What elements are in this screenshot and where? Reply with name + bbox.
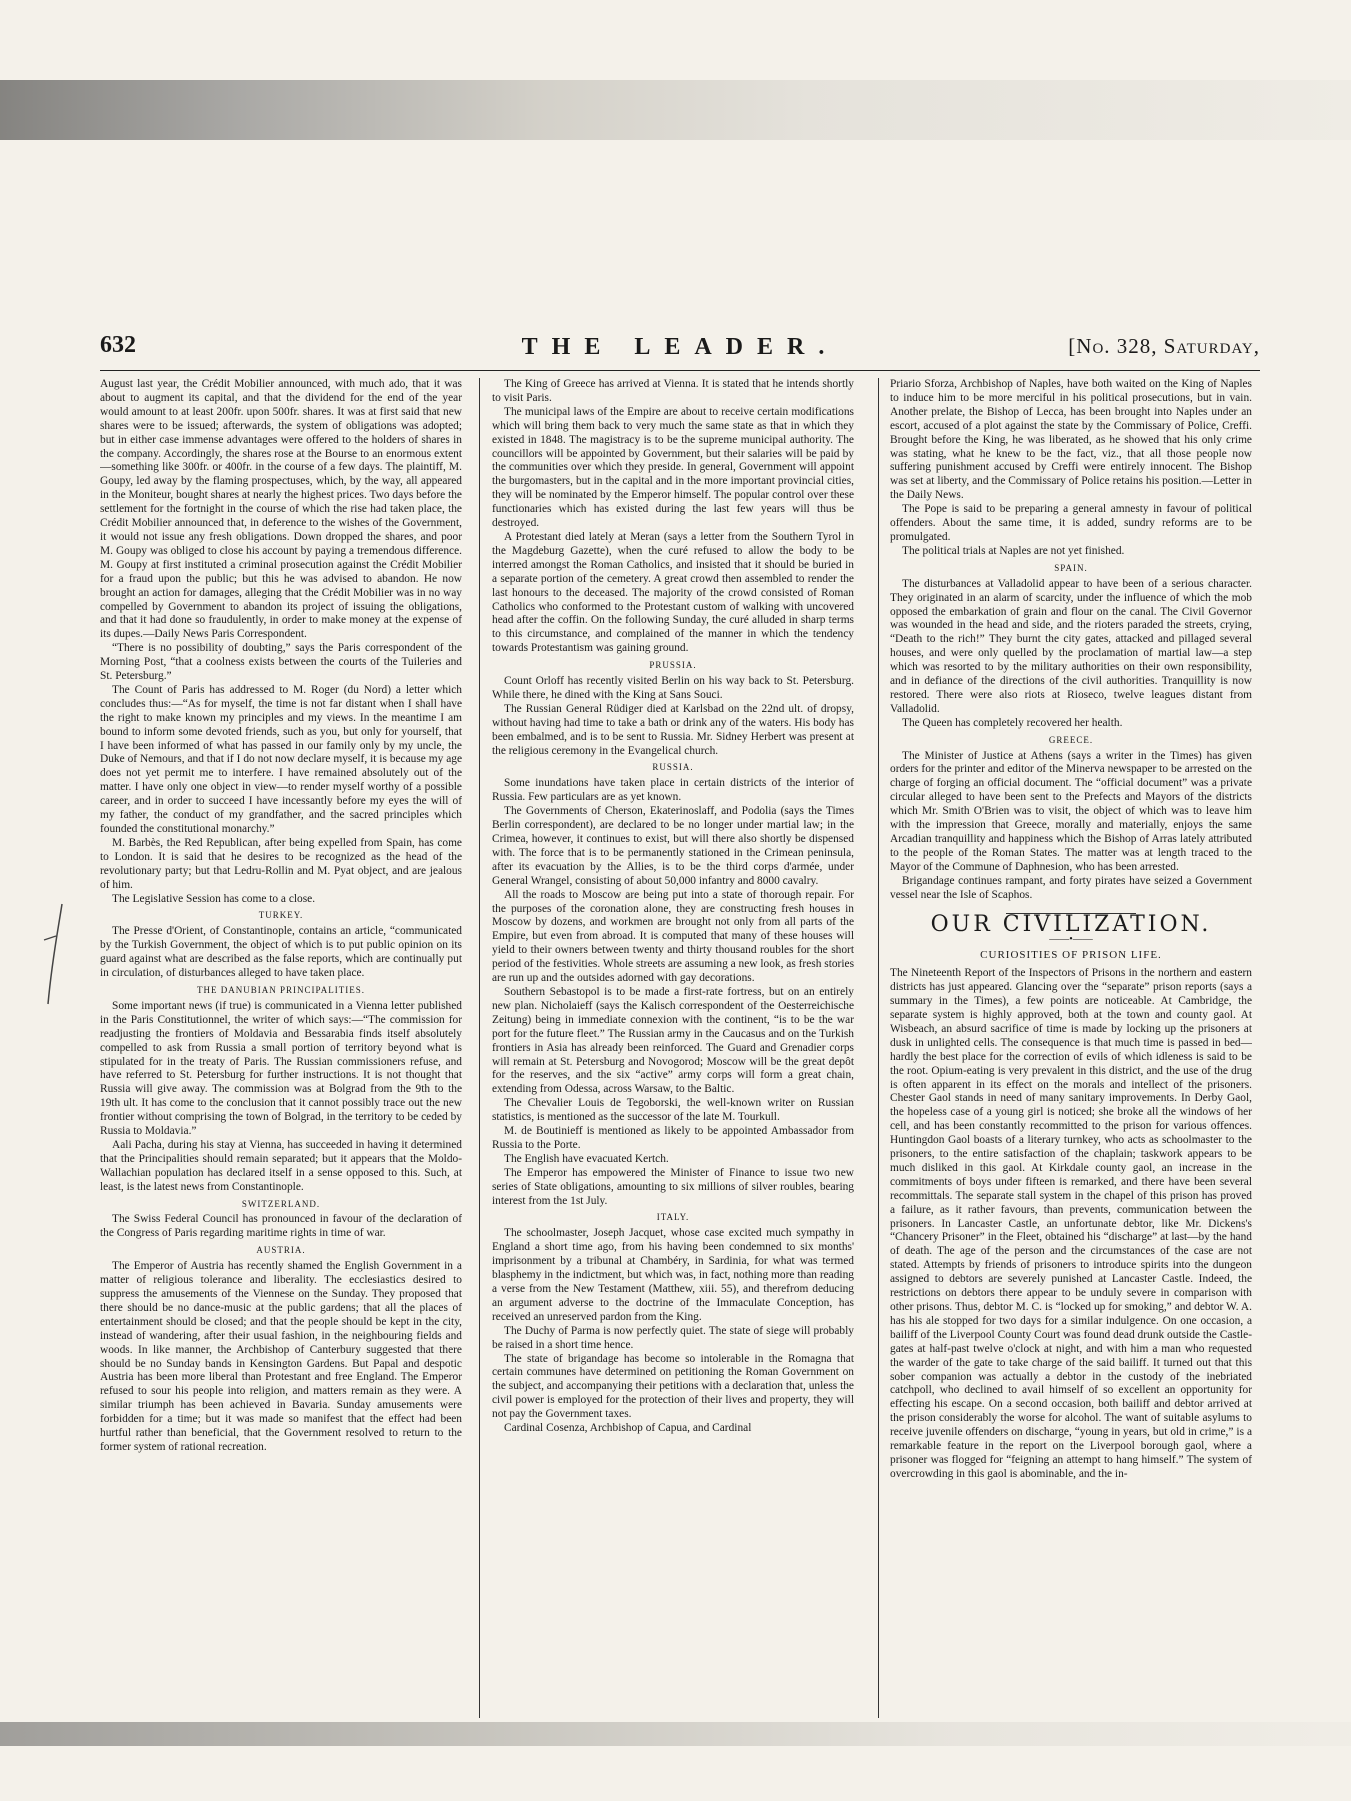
paragraph: The Count of Paris has addressed to M. Roger (du Nord) a letter which concludes thus:—“As for myself, the time is not far distant when I shall have the right to make known my principles and my views. In the meantime I am bound to inform some devoted friends, such as you, but only for yourself, that I have been informed of what has passed in our family only by my uncle, the Duke of Nemours, and that if I do not now declare myself, it is because my age does not yet permit me to interfere. I have remained absolutely out of the matter. I have only one object in view—to render myself worthy of a possible career, and in order to succeed I have incessantly before my eyes the will of my father, the conduct of my grandfather, and the sacred principles which founded the constitutional monarchy.” — [100, 683, 462, 835]
paragraph: All the roads to Moscow are being put into a state of thorough repair. For the purposes of the coronation alone, they are constructing fresh houses in Moscow by dozens, and workmen are brought not only from all parts of the Empire, but even from abroad. It is computed that many of these houses will yield to their owners between twenty and thirty thousand roubles for the short period of the festivities. Whole streets are assuming a new look, as fresh stories are run up and the outsides adorned with gay decorations. — [492, 888, 854, 985]
paragraph: The Russian General Rüdiger died at Karlsbad on the 22nd ult. of dropsy, without having had time to take a bath or drink any of the waters. His body has been embalmed, and is to be sent to Russia. Mr. Sidney Herbert was present at the religious ceremony in the Evangelical church. — [492, 702, 854, 757]
scan-shadow-bottom — [0, 1722, 1351, 1746]
paragraph: M. Barbès, the Red Republican, after being expelled from Spain, has come to London. It is said that he desires to be recognized as the head of the revolutionary party; but that Ledru-Rollin and M. Pyat object, and are jealous of him. — [100, 836, 462, 891]
page-header — [100, 330, 1260, 371]
paragraph: The Queen has completely recovered her health. — [902, 716, 1123, 729]
section-heading: GREECE. — [1048, 734, 1094, 745]
section-heading: ITALY. — [656, 1212, 690, 1223]
paragraph: The Swiss Federal Council has pronounced in favour of the declaration of the Congress of Paris regarding maritime rights in time of war. — [100, 1213, 462, 1240]
paragraph: Brigandage continues rampant, and forty pirates have seized a Government vessel near the Isle of Scaphos. — [890, 874, 1252, 901]
section-heading: SWITZERLAND. — [241, 1198, 321, 1209]
paragraph: Some inundations have taken place in certain districts of the interior of Russia. Few particulars are as yet known. — [492, 777, 854, 804]
paragraph: The schoolmaster, Joseph Jacquet, whose case excited much sympathy in England a short time ago, from his having been condemned to six months' imprisonment by a tribunal at Chambéry, in Sardinia, for what was termed blasphemy in the indictment, but which was, in fact, nothing more than reading a verse from the New Testament (Matthew, xiii. 55), and therefrom deducing an argument adverse to the doctrine of the Immaculate Conception, has received an unreserved pardon from the King. — [492, 1227, 854, 1323]
pencil-mark — [40, 900, 74, 1010]
section-heading: AUSTRIA. — [256, 1245, 306, 1256]
paragraph: The political trials at Naples are not yet finished. — [902, 544, 1125, 557]
scan-shadow-top — [0, 80, 1351, 140]
masthead-title: THE LEADER. — [521, 334, 839, 360]
paragraph: M. de Boutinieff is mentioned as likely to be appointed Ambassador from Russia to the Porte. — [492, 1125, 854, 1151]
paragraph: The King of Greece has arrived at Vienna. It is stated that he intends shortly to visit Paris. — [492, 378, 854, 404]
ornament-divider: ——•—— — [1049, 934, 1093, 946]
column-rule — [479, 378, 480, 1718]
paragraph: The English have evacuated Kertch. — [504, 1152, 669, 1165]
column-3 — [890, 378, 1252, 1718]
column-2 — [492, 378, 854, 1718]
paragraph: Aali Pacha, during his stay at Vienna, has succeeded in having it determined that the Principalities should remain separated; but it appears that the Moldo-Wallachian population has declared itself in a sense opposed to this. Such, at least, is the latest news from Constantinople. — [100, 1138, 462, 1193]
paragraph: Southern Sebastopol is to be made a first-rate fortress, but on an entirely new plan. Nicholaieff (says the Kalisch correspondent of the Oesterreichische Zeitung) being in immediate connexion with the continent, “is to be the war port for the future fleet.” The Russian army in the Caucasus and on the Turkish frontiers in Asia has already been reinforced. The Guard and Grenadier corps will remain at St. Petersburg and Novogorod; Moscow will be the great depôt for the reserves, and the six “active” army corps will form a great chain, extending from Odessa, across Warsaw, to the Baltic. — [492, 985, 854, 1096]
paragraph: The Chevalier Louis de Tegoborski, the well-known writer on Russian statistics, is mentioned as the successor of the late M. Tourkull. — [492, 1097, 854, 1124]
paragraph: Priario Sforza, Archbishop of Naples, have both waited on the King of Naples to induce him to be more merciful in his political prosecutions, but in vain. Another prelate, the Bishop of Lecca, has been brought into Naples under an escort, accused of a plot against the state by the Commissary of Police, Creffi. Brought before the King, he was liberated, as he showed that his only crime was stating, what he knew to be the fact, viz., that all those people now suffering punishment accused by Creffi were entirely innocent. The Bishop was set at liberty, and the Commissary of Police retains his position.—Letter in the Daily News. — [890, 378, 1252, 502]
paragraph: The Pope is said to be preparing a general amnesty in favour of political offenders. About the same time, it is added, sundry reforms are to be promulgated. — [890, 503, 1252, 543]
paragraph: Cardinal Cosenza, Archbishop of Capua, and Cardinal — [504, 1422, 752, 1435]
paragraph: The Legislative Session has come to a close. — [112, 892, 316, 905]
section-heading: THE DANUBIAN PRINCIPALITIES. — [197, 984, 365, 995]
paragraph: August last year, the Crédit Mobilier announced, with much ado, that it was about to augment its capital, and that the dividend for the end of the year would amount to at least 200fr. upon 500fr. shares. It was at first said that new shares were to be issued; afterwards, the system of obligations was adopted; but in either case immense advantages were offered to the holders of shares in the company. Accordingly, the shares rose at the Bourse to an enormous extent—something like 300fr. or 400fr. in the course of a few days. The plaintiff, M. Goupy, led away by the flaming prospectuses, which, by the way, all appeared in the Moniteur, bought shares at nearly the highest prices. Two days before the settlement for the fortnight in the course of which the rise had taken place, the Crédit Mobilier announced that, in deference to the wishes of the Government, it would not issue any fresh obligations. Down dropped the shares, and poor M. Goupy was obliged to close his account by paying a tremendous difference. M. Goupy at first instituted a criminal prosecution against the Crédit Mobilier for a fraud upon the public; but this he was advised to abandon. He now brought an action for damages, alleging that the Crédit Mobilier was in no way compelled by Government to abandon its project of issuing the obligations, and that it had done so fraudulently, in order to make money at the expense of its dupes.—Daily News Paris Correspondent. — [100, 378, 462, 641]
paragraph: Some important news (if true) is communicated in a Vienna letter published in the Paris Constitutionnel, the writer of which says:—“The commission for readjusting the frontiers of Moldavia and Bessarabia finds itself absolutely compelled to ask from Russia a small portion of territory beyond what is stipulated for in the treaty of Paris. The Russian commissioners refuse, and have referred to St. Petersburg for further instructions. It is not thought that Russia will give away. The commission was at Bolgrad from the 9th to the 19th ult. It has come to the conclusion that it cannot possibly trace out the new frontier without comprising the town of Bolgrad, in the territory to be ceded by Russia to Moldavia.” — [100, 999, 462, 1138]
section-heading: PRUSSIA. — [649, 660, 697, 671]
paragraph: The Emperor has empowered the Minister of Finance to issue two new series of State obligations, amounting to six millions of silver roubles, bearing interest from the 1st July. — [492, 1166, 854, 1207]
paragraph: “There is no possibility of doubting,” says the Paris correspondent of the Morning Post, “that a coolness exists between the courts of the Tuileries and St. Petersburg.” — [100, 642, 462, 683]
paragraph: The Minister of Justice at Athens (says a writer in the Times) has given orders for the printer and editor of the Minerva newspaper to be arrested on the charge of forging an official document. The “official document” was a private circular alleged to have been sent to the Prefects and Mayors of the districts which Mr. Smith O'Brien was to visit, the object of which was to leave him with the impression that Greece, morally and materially, enjoys the same Arcadian tranquillity and happiness which the Bishop of Arras lately attributed to the people of the Roman States. The matter was at length traced to the Mayor of the Commune of Daphnesion, who has been arrested. — [890, 749, 1252, 873]
issue-line: [No. 328, Saturday, — [1068, 334, 1260, 358]
section-title: OUR CIVILIZATION. — [930, 911, 1212, 937]
paragraph: The Presse d'Orient, of Constantinople, contains an article, “communicated by the Turkish Government, the object of which is to put public opinion on its guard against what are described as the false reports, which are continually put in circulation, of disturbances alleged to have taken place. — [100, 925, 462, 980]
paragraph: The Emperor of Austria has recently shamed the English Government in a matter of religious tolerance and liberality. The ecclesiastics desired to suppress the amusements of the Viennese on the Sunday. They proposed that there should be no dance-music at the public gardens; that all the places of entertainment should be closed; and that the people should be kept in the city, instead of wandering, after their usual fashion, in the neighbouring fields and woods. In like manner, the Archbishop of Canterbury suggested that there should be no Sunday bands in Kensington Gardens. But Papal and despotic Austria has been more liberal than Protestant and free England. The Emperor refused to sour his people into religion, and matters remain as they were. A similar triumph has been achieved in Bavaria. Sunday amusements were forbidden for a time; but it was made so manifest that the effect had been hurtful rather than beneficial, that the Government resolved to return to the former system of rational recreation. — [100, 1260, 462, 1453]
paragraph: The disturbances at Valladolid appear to have been of a serious character. They originated in an alarm of scarcity, under the influence of which the mob opposed the embarkation of grain and flour on the canal. The Civil Governor was wounded in the head and side, and the rioters paraded the streets, crying, “Death to the rich!” They burnt the city gates, attacked and pillaged several houses, and were only quelled by the proclamation of martial law—a step which was resorted to by the military authorities on their own responsibility, and in defiance of the directions of the civil authorities. Tranquillity is now restored. There were also riots at Rioseco, twelve leagues distant from Valladolid. — [890, 577, 1252, 715]
article-title: CURIOSITIES OF PRISON LIFE. — [980, 949, 1162, 962]
paragraph: The state of brigandage has become so intolerable in the Romagna that certain communes have determined on petitioning the Roman Government on the subject, and accompanying their petitions with a declaration that, unless the civil power is employed for the protection of their lives and property, they will not pay the Government taxes. — [492, 1352, 854, 1421]
column-1 — [100, 378, 462, 1718]
paragraph: The Nineteenth Report of the Inspectors of Prisons in the northern and eastern districts has just appeared. Glancing over the “separate” prison reports (says a summary in the Times), a few points are noticeable. At Cambridge, the separate system is highly approved, both at the town and county gaol. At Wisbeach, an absurd sacrifice of time is made by locking up the prisoners at dusk in unlighted cells. The consequence is that much time is passed in bed—hardly the best place for the correction of evils of which idleness is said to be the root. Opium-eating is very prevalent in this district, and the use of the drug is often apparent in its effect on the morals and intellect of the prisoners. Chester Gaol stands in need of many sanitary improvements. In Derby Gaol, the hopeless case of a young girl is noticed; she broke all the windows of her cell, and has been constantly recommitted to the prison for various offences. Huntingdon Gaol boasts of a literary turnkey, who acts as schoolmaster to the prisoners, to the entire satisfaction of the chaplain; taskwork appears to be much disliked in this gaol. At Kirkdale county gaol, an increase in the commitments of boys under fifteen is remarked, and there have been several recommittals. The separate stall system in the chapel of this prison has proved a failure, as it rather favours, than prevents, communication between the prisoners. In Lancaster Castle, an unfortunate debtor, like Mr. Dickens's “Chancery Prisoner” in the Fleet, obtained his “discharge” at last—by the hand of death. The age of the person and the circumstances of the case are not stated. Attempts by friends of prisoners to introduce spirits into the dungeon assigned to debtors are severely punished at Lancaster Castle. Indeed, the restrictions on debtors there appear to be unduly severe in comparison with other prisons. Thus, debtor M. C. is “locked up for smoking,” and debtor W. A. has his ale stopped for two days for a similar indulgence. On one occasion, a bailiff of the Liverpool County Court was found dead drunk outside the Castle-gates at half-past twelve o'clock at night, and with him a man who requested the warder of the gate to take charge of the said bailiff. It turned out that this sober companion was actually a debtor in the custody of the inebriated catchpoll, who declined to avail himself of so excellent an opportunity for effecting his escape. On a second occasion, both bailiff and debtor arrived at the prison considerably the worse for alcohol. The want of suitable asylums to receive juvenile offenders on discharge, “young in years, but old in crime,” is a remarkable feature in the report on the Liverpool borough gaol, where a prisoner was flogged for “feigning an attempt to hang himself.” The system of overcrowding in this gaol is abominable, and the in- — [890, 967, 1252, 1480]
paragraph: A Protestant died lately at Meran (says a letter from the Southern Tyrol in the Magdeburg Gazette), when the curé refused to allow the body to be interred amongst the Roman Catholics, and insisted that it should be buried in a separate portion of the cemetery. A great crowd then assembled to render the last honours to the deceased. The majority of the crowd consisted of Roman Catholics who conformed to the Protestant custom of walking with uncovered head after the coffin. On the following Sunday, the curé alluded in sharp terms to this circumstance, and complained of the manner in which the tendency towards Protestantism was gaining ground. — [492, 530, 854, 655]
section-heading: SPAIN. — [1054, 562, 1088, 573]
section-heading: TURKEY. — [258, 910, 304, 921]
page-number: 632 — [100, 332, 136, 358]
paragraph: The Governments of Cherson, Ekaterinoslaff, and Podolia (says the Times Berlin correspondent), are declared to be no longer under martial law; in the Crimea, however, it continues to exist, but will there also shortly be dispensed with. The force that is to be permanently stationed in the Crimean peninsula, after its evacuation by the Allies, is to be the third corps d'armée, under General Wrangel, consisting of about 50,000 infantry and 8000 cavalry. — [492, 805, 854, 887]
column-rule — [878, 378, 879, 1718]
paragraph: Count Orloff has recently visited Berlin on his way back to St. Petersburg. While there, he dined with the King at Sans Souci. — [492, 675, 854, 701]
paragraph: The municipal laws of the Empire are about to receive certain modifications which will bring them back to very much the same state as that in which they existed in 1848. The magistracy is to be the supreme municipal authority. The councillors will be appointed by Government, but their salaries will be paid by the communities over which they preside. In general, Government will appoint the burgomasters, but in the capital and in the more important provincial cities, they will be nominated by the Emperor himself. The popular control over these functionaries which has existed during the last few years will thus be destroyed. — [492, 405, 854, 530]
paragraph: The Duchy of Parma is now perfectly quiet. The state of siege will probably be raised in a short time hence. — [492, 1324, 854, 1351]
section-heading: RUSSIA. — [652, 762, 694, 773]
